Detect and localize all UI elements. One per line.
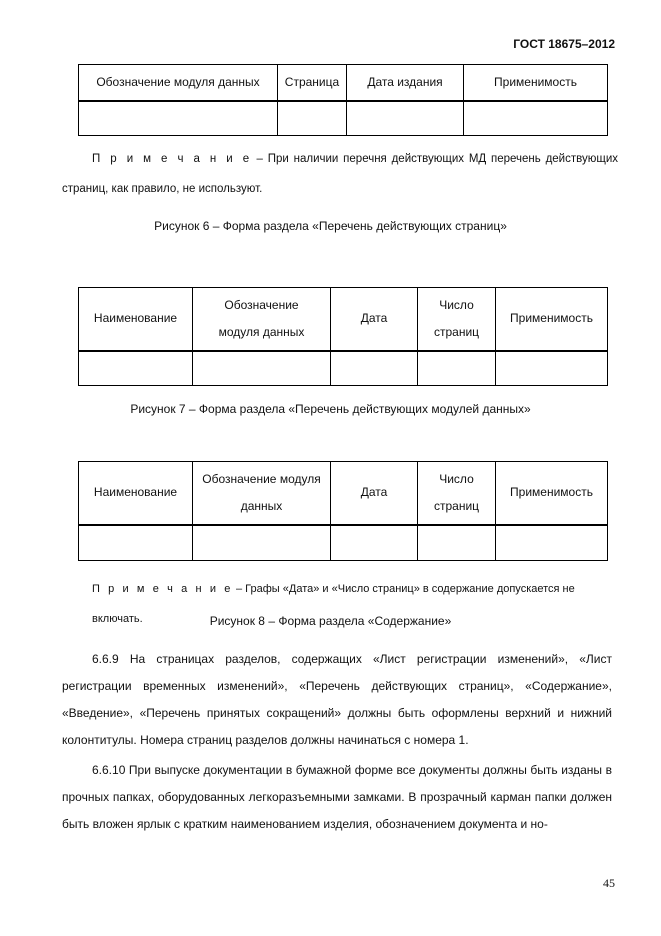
document-standard-header: ГОСТ 18675–2012 (513, 37, 615, 51)
table-cell (418, 351, 496, 386)
column-header-page-count (418, 462, 496, 525)
table-row (79, 101, 608, 136)
paragraph-6-6-9: 6.6.9 На страницах разделов, содержащих «Лист регистрации изменений», «Лист регистрации временных изменений», «Перечень действующих страниц», «Содержание», «Введение», «Перечень принятых сокращений» должны быть оформлены верхний и нижний колонтитулы. Номера страниц разделов должны начинаться с номера 1. (62, 652, 612, 747)
note-text: – При наличии перечня действующих МД перечень действующих страниц, как правило, не используют. (62, 153, 618, 195)
table-row (79, 525, 608, 561)
table-cell (79, 351, 193, 386)
figure-7-caption: Рисунок 7 – Форма раздела «Перечень действующих модулей данных» (130, 402, 531, 416)
header-line: Обозначение (224, 297, 299, 312)
column-header-page-count (418, 288, 496, 351)
figure-8-caption: Рисунок 8 – Форма раздела «Содержание» (209, 614, 452, 628)
header-line: страниц (433, 324, 480, 339)
column-header-name: Наименование (79, 462, 193, 525)
column-header-applicability: Применимость (464, 65, 608, 101)
table-cell (331, 525, 418, 561)
column-header-date: Дата (331, 462, 418, 525)
table-cell (464, 101, 608, 136)
note-figure-6 (62, 144, 618, 204)
table-cell (193, 351, 331, 386)
table-cell (79, 101, 278, 136)
column-header-data-module-code (193, 462, 331, 525)
table-cell (347, 101, 464, 136)
table-cell (79, 525, 193, 561)
table-contents (78, 461, 608, 561)
page-number: 45 (603, 876, 615, 890)
column-header-name: Наименование (79, 288, 193, 351)
table-list-of-effective-pages (78, 64, 608, 136)
column-header-page: Страница (278, 65, 347, 101)
header-line: Число (439, 471, 474, 486)
note-text: – Графы «Дата» и «Число страниц» в содержание допускается не включать. (92, 583, 575, 625)
header-line: Обозначение модуля (202, 471, 321, 486)
column-header-issue-date: Дата издания (347, 65, 464, 101)
figure-6-caption: Рисунок 6 – Форма раздела «Перечень действующих страниц» (154, 219, 507, 233)
table-cell (193, 525, 331, 561)
column-header-data-module-code (193, 288, 331, 351)
table-cell (278, 101, 347, 136)
table-row (79, 351, 608, 386)
table-cell (331, 351, 418, 386)
table-cell (418, 525, 496, 561)
paragraph-6-6-10: 6.6.10 При выпуске документации в бумажной форме все документы должны быть изданы в прочных папках, оборудованных легкоразъемными замками. В прозрачный карман папки должен быть вложен ярлык с кратким наименованием изделия, обозначением документа и но- (62, 763, 612, 831)
table-list-of-effective-data-modules (78, 287, 608, 386)
table-cell (496, 351, 608, 386)
header-line: данных (240, 498, 283, 513)
header-line: Число (439, 297, 474, 312)
column-header-applicability: Применимость (496, 462, 608, 525)
column-header-applicability: Применимость (496, 288, 608, 351)
column-header-date: Дата (331, 288, 418, 351)
column-header-data-module-code: Обозначение модуля данных (79, 65, 278, 101)
table-cell (496, 525, 608, 561)
note-label: П р и м е ч а н и е (92, 153, 252, 165)
note-label: П р и м е ч а н и е (92, 583, 233, 595)
header-line: страниц (433, 498, 480, 513)
header-line: модуля данных (218, 324, 305, 339)
